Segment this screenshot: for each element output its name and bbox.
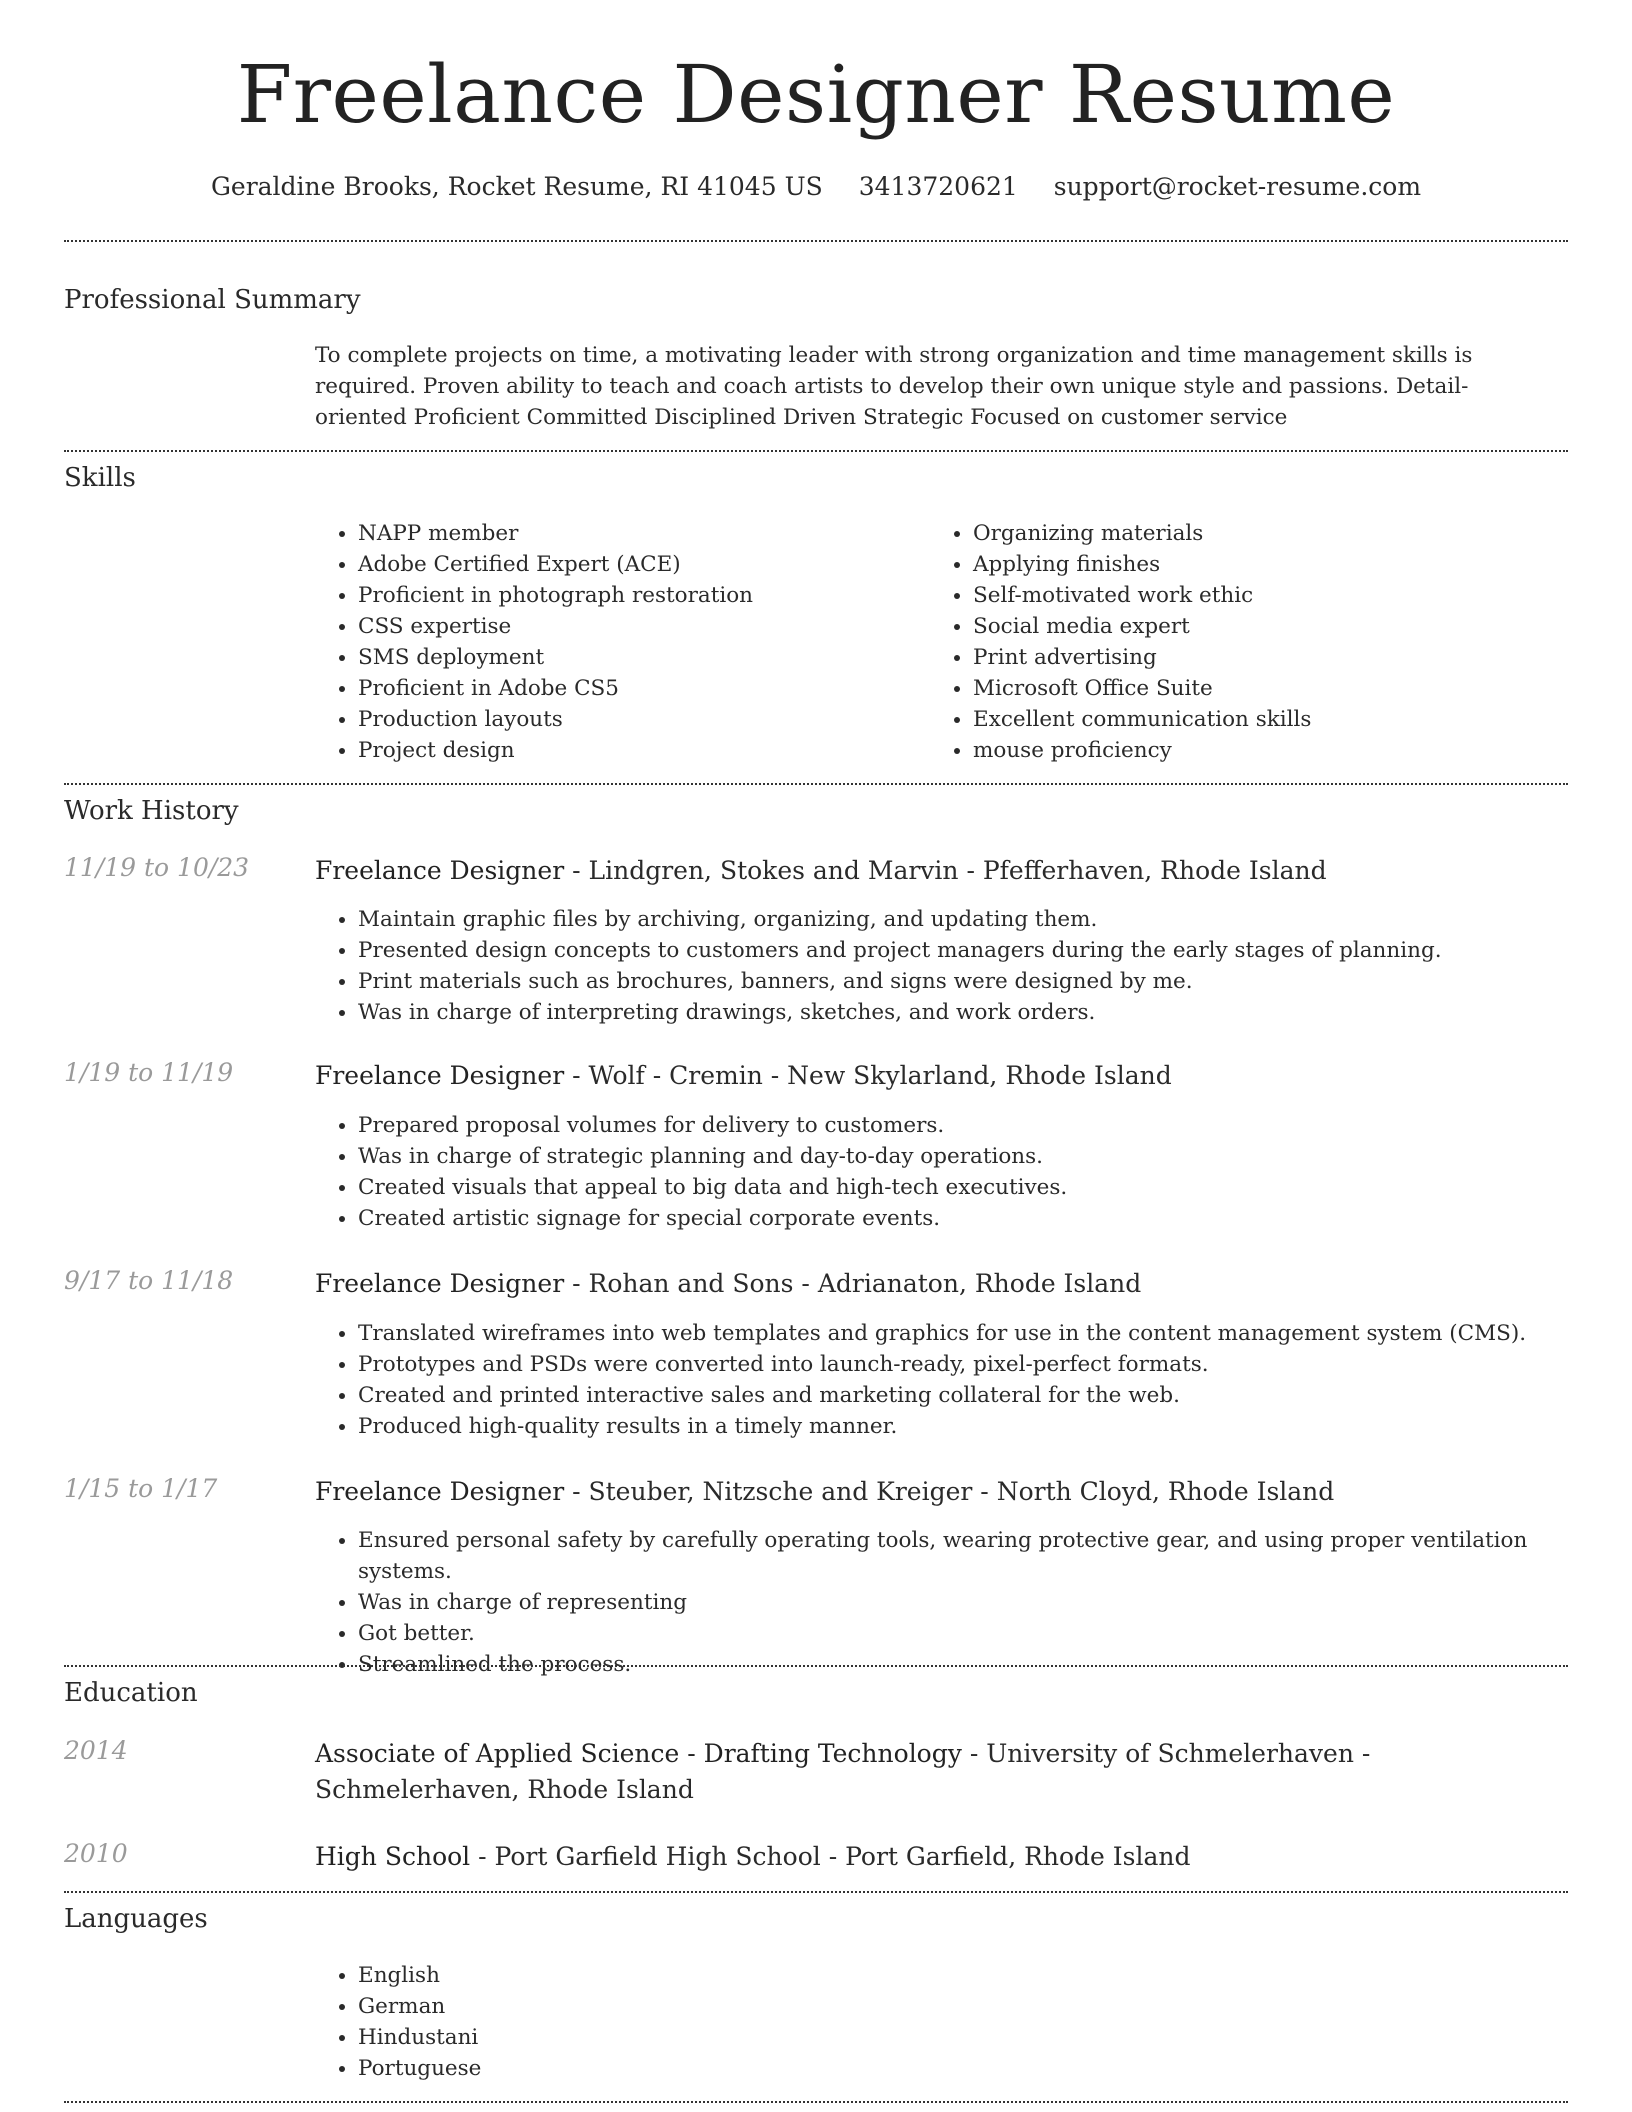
job-details: - Rohan and Sons - Adrianaton, Rhode Island [564, 1269, 1142, 1298]
job-heading [315, 1266, 1565, 1302]
section-heading-languages: Languages [64, 1904, 208, 1934]
list-item: • Project design [358, 735, 918, 766]
contact-phone: 3413720621 [858, 172, 1018, 201]
job-dates: 9/17 to 11/18 [64, 1266, 234, 1295]
list-item: • Translated wireframes into web templates and graphics for use in the content management system (CMS). [358, 1318, 1608, 1349]
skills-list-right [929, 518, 1573, 766]
list-item: • Was in charge of representing [358, 1587, 1618, 1618]
skills-list-left [314, 518, 918, 766]
education-details: - University of Schmelerhaven - Schmelerhaven, Rhode Island [315, 1739, 1371, 1804]
education-year: 2010 [64, 1839, 128, 1868]
list-item: • Social media expert [973, 611, 1573, 642]
list-item: • Ensured personal safety by carefully operating tools, wearing protective gear, and using proper ventilation systems. [358, 1525, 1618, 1587]
job-details: - Steuber, Nitzsche and Kreiger - North Cloyd, Rhode Island [564, 1477, 1335, 1506]
contact-email: support@rocket-resume.com [1053, 172, 1422, 201]
divider [64, 1665, 1568, 1667]
list-item: • Was in charge of strategic planning and day-to-day operations. [358, 1141, 1608, 1172]
resume-title: Freelance Designer Resume [236, 48, 1396, 141]
list-item: • Print materials such as brochures, banners, and signs were designed by me. [358, 966, 1608, 997]
job-bullets [314, 1110, 1608, 1234]
list-item: • Adobe Certified Expert (ACE) [358, 549, 918, 580]
job-role: Freelance Designer [315, 1269, 565, 1298]
list-item: • mouse proficiency [973, 735, 1573, 766]
list-item: • Print advertising [973, 642, 1573, 673]
section-heading-summary: Professional Summary [64, 285, 361, 315]
list-item: • Produced high-quality results in a timely manner. [358, 1411, 1608, 1442]
list-item: • German [358, 1991, 958, 2022]
job-role: Freelance Designer [315, 856, 565, 885]
list-item: • CSS expertise [358, 611, 918, 642]
list-item: • Microsoft Office Suite [973, 673, 1573, 704]
list-item: • Prepared proposal volumes for delivery to customers. [358, 1110, 1608, 1141]
list-item: • Created visuals that appeal to big data and high-tech executives. [358, 1172, 1608, 1203]
list-item: • Portuguese [358, 2053, 958, 2084]
divider [64, 2101, 1568, 2103]
list-item: • Proficient in photograph restoration [358, 580, 918, 611]
list-item: • NAPP member [358, 518, 918, 549]
list-item: • Maintain graphic files by archiving, organizing, and updating them. [358, 904, 1608, 935]
contact-line [0, 172, 1632, 201]
list-item: • Got better. [358, 1618, 1618, 1649]
list-item: • Was in charge of interpreting drawings, sketches, and work orders. [358, 997, 1608, 1028]
job-dates: 1/19 to 11/19 [64, 1058, 234, 1087]
job-role: Freelance Designer [315, 1477, 565, 1506]
divider [64, 450, 1568, 452]
job-bullets [314, 1525, 1618, 1680]
list-item: • Proficient in Adobe CS5 [358, 673, 918, 704]
list-item: • SMS deployment [358, 642, 918, 673]
summary-text: To complete projects on time, a motivating leader with strong organization and time management skills is required. Proven ability to teach and coach artists to develop their own unique style and passions. Detail-oriented Proficient Committed Disciplined Driven Strategic Focused on customer service [315, 343, 1473, 430]
job-bullets [314, 904, 1608, 1028]
education-degree: High School [315, 1842, 471, 1871]
section-heading-education: Education [64, 1678, 198, 1708]
job-details: - Lindgren, Stokes and Marvin - Pfefferhaven, Rhode Island [564, 856, 1327, 885]
education-heading [315, 1839, 1565, 1875]
education-year: 2014 [64, 1736, 128, 1765]
list-item: • Applying finishes [973, 549, 1573, 580]
list-item: • Created artistic signage for special corporate events. [358, 1203, 1608, 1234]
list-item: • Organizing materials [973, 518, 1573, 549]
job-heading [315, 1058, 1565, 1094]
divider [64, 240, 1568, 242]
languages-list [314, 1960, 958, 2084]
job-role: Freelance Designer [315, 1061, 565, 1090]
contact-address: Geraldine Brooks, Rocket Resume, RI 41045 US [210, 172, 823, 201]
list-item: • Streamlined the process. [358, 1649, 1618, 1680]
job-heading [315, 853, 1565, 889]
list-item: • English [358, 1960, 958, 1991]
list-item: • Production layouts [358, 704, 918, 735]
list-item: • Excellent communication skills [973, 704, 1573, 735]
job-heading [315, 1474, 1565, 1510]
divider [64, 783, 1568, 785]
list-item: • Prototypes and PSDs were converted into launch-ready, pixel-perfect formats. [358, 1349, 1608, 1380]
section-heading-skills: Skills [64, 463, 136, 493]
list-item: • Created and printed interactive sales and marketing collateral for the web. [358, 1380, 1608, 1411]
job-dates: 11/19 to 10/23 [64, 853, 250, 882]
education-heading [315, 1736, 1565, 1808]
section-heading-work: Work History [64, 796, 239, 826]
list-item: • Hindustani [358, 2022, 958, 2053]
job-bullets [314, 1318, 1608, 1442]
list-item: • Presented design concepts to customers and project managers during the early stages of planning. [358, 935, 1608, 966]
list-item: • Self-motivated work ethic [973, 580, 1573, 611]
divider [64, 1891, 1568, 1893]
job-dates: 1/15 to 1/17 [64, 1474, 218, 1503]
job-details: - Wolf - Cremin - New Skylarland, Rhode Island [564, 1061, 1172, 1090]
education-degree: Associate of Applied Science - Drafting Technology [315, 1739, 962, 1768]
education-details: - Port Garfield High School - Port Garfield, Rhode Island [470, 1842, 1191, 1871]
